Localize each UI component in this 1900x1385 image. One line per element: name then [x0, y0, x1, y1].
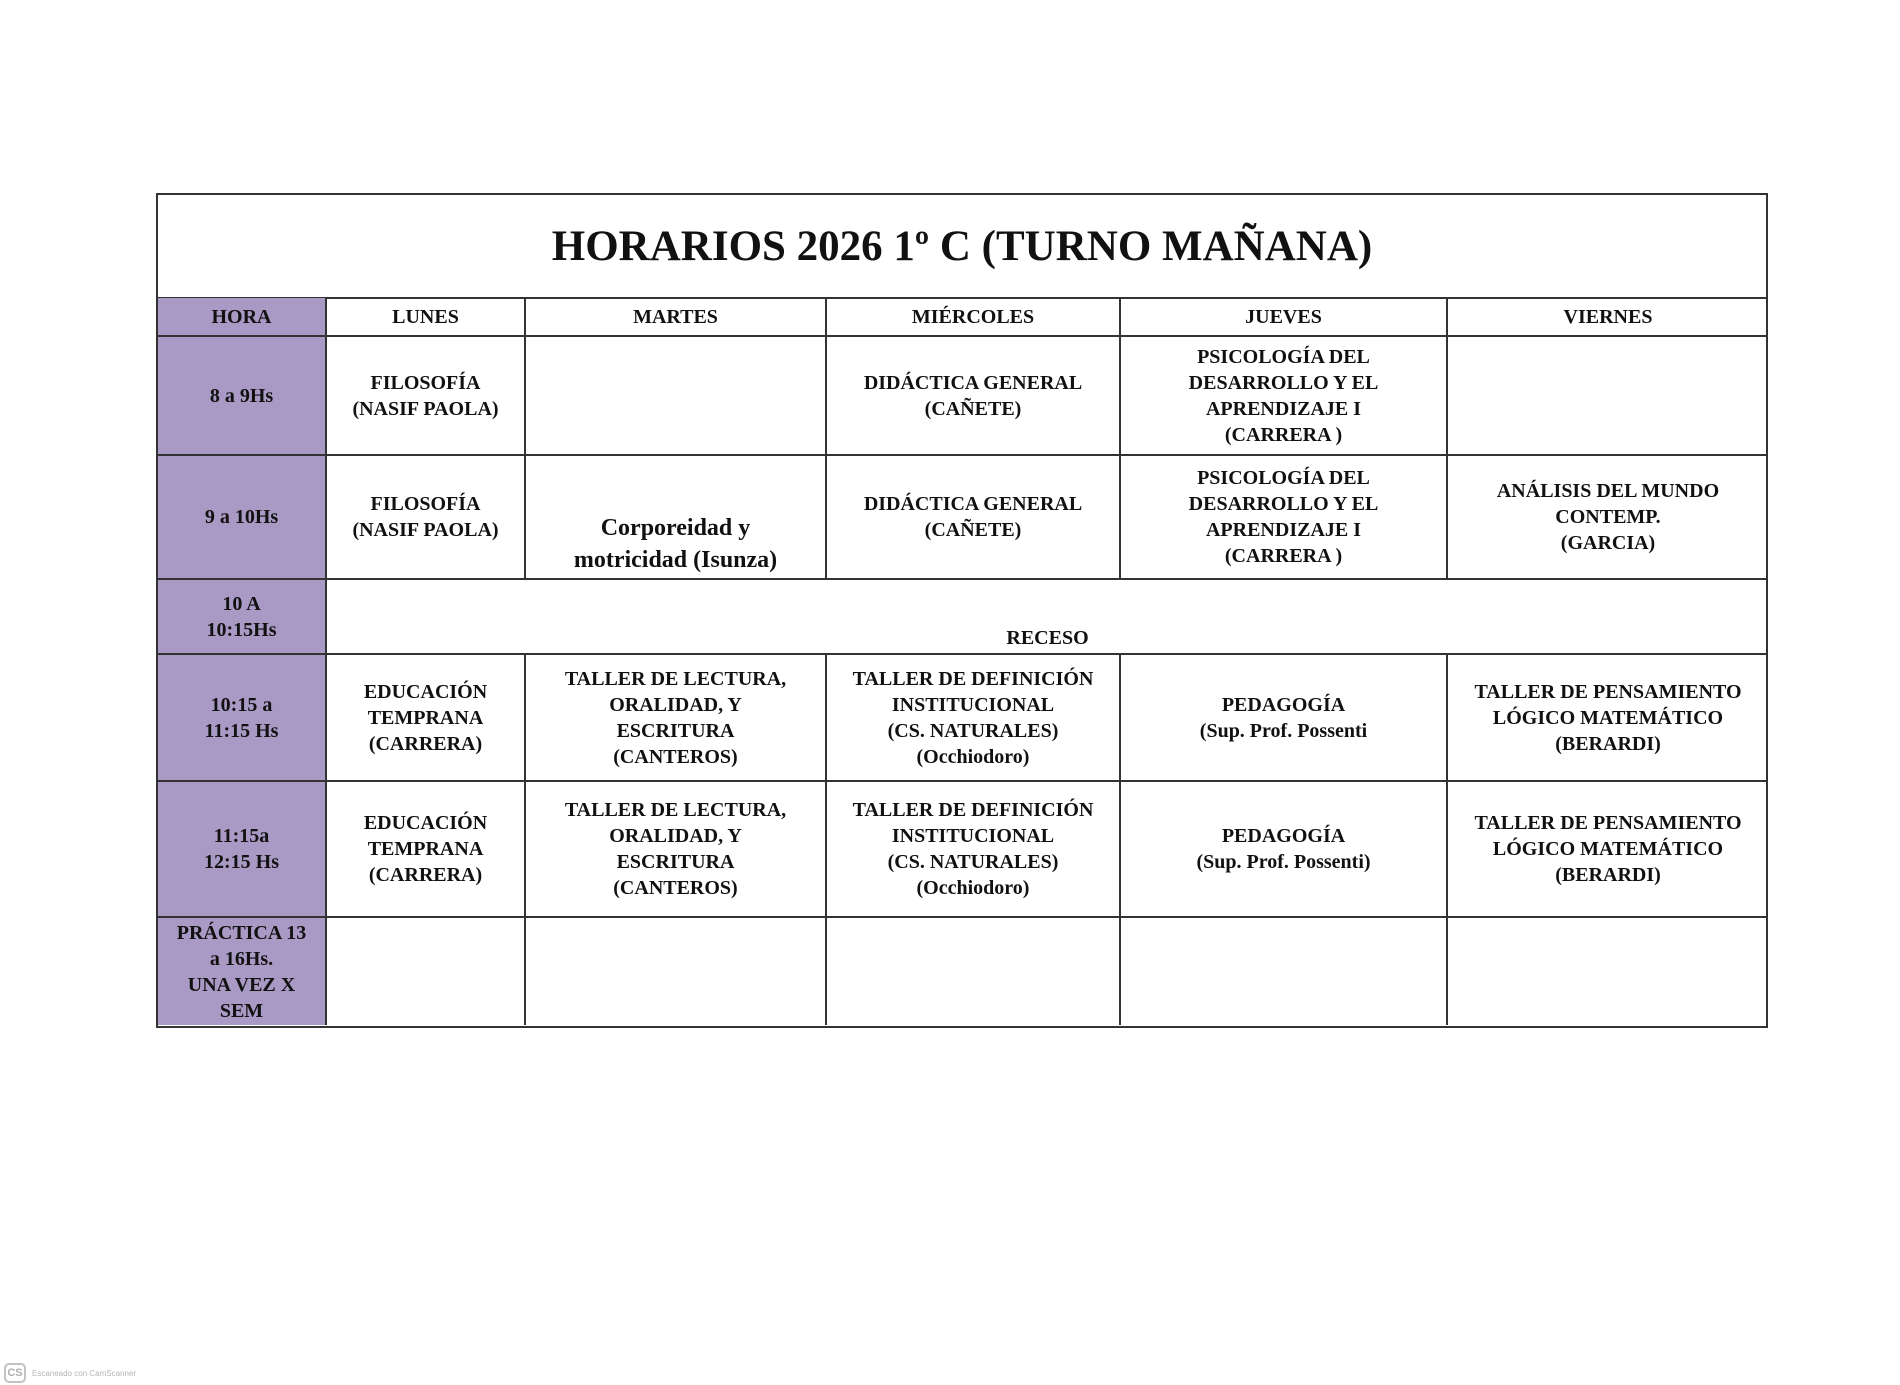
- schedule-title: HORARIOS 2026 1º C (TURNO MAÑANA): [158, 195, 1766, 299]
- schedule-cell: PSICOLOGÍA DEL DESARROLLO Y EL APRENDIZAJE I (CARRERA ): [1120, 455, 1447, 579]
- scanner-watermark-text: Escaneado con CamScanner: [32, 1368, 137, 1378]
- schedule-cell: DIDÁCTICA GENERAL (CAÑETE): [826, 455, 1120, 579]
- schedule-cell: PEDAGOGÍA (Sup. Prof. Possenti: [1120, 654, 1447, 781]
- schedule-cell: PSICOLOGÍA DEL DESARROLLO Y EL APRENDIZAJE I (CARRERA ): [1120, 336, 1447, 455]
- table-row: [158, 781, 1768, 917]
- schedule-cell: TALLER DE DEFINICIÓN INSTITUCIONAL (CS. NATURALES) (Occhiodoro): [826, 654, 1120, 781]
- header-hora: HORA: [158, 298, 326, 336]
- schedule-cell: PEDAGOGÍA (Sup. Prof. Possenti): [1120, 781, 1447, 917]
- schedule-cell: FILOSOFÍA (NASIF PAOLA): [326, 455, 525, 579]
- hora-cell: 10 A 10:15Hs: [158, 579, 326, 654]
- schedule-cell: [1447, 336, 1768, 455]
- receso-cell: RECESO: [326, 579, 1768, 654]
- header-day-miercoles: MIÉRCOLES: [826, 298, 1120, 336]
- table-row: [158, 917, 1768, 1025]
- schedule-cell: [1447, 917, 1768, 1025]
- schedule-cell: EDUCACIÓN TEMPRANA (CARRERA): [326, 781, 525, 917]
- header-day-viernes: VIERNES: [1447, 298, 1768, 336]
- schedule-cell: EDUCACIÓN TEMPRANA (CARRERA): [326, 654, 525, 781]
- camscanner-logo-icon: CS: [4, 1363, 26, 1383]
- schedule-cell: ANÁLISIS DEL MUNDO CONTEMP. (GARCIA): [1447, 455, 1768, 579]
- header-day-martes: MARTES: [525, 298, 826, 336]
- schedule-cell: DIDÁCTICA GENERAL (CAÑETE): [826, 336, 1120, 455]
- schedule-sheet: [156, 193, 1768, 1028]
- table-row: [158, 455, 1768, 579]
- table-row: [158, 654, 1768, 781]
- schedule-cell: TALLER DE PENSAMIENTO LÓGICO MATEMÁTICO (BERARDI): [1447, 654, 1768, 781]
- schedule-cell: TALLER DE PENSAMIENTO LÓGICO MATEMÁTICO (BERARDI): [1447, 781, 1768, 917]
- hora-cell: 11:15a 12:15 Hs: [158, 781, 326, 917]
- schedule-cell: TALLER DE LECTURA, ORALIDAD, Y ESCRITURA (CANTEROS): [525, 781, 826, 917]
- schedule-cell: [525, 336, 826, 455]
- schedule-cell: [1120, 917, 1447, 1025]
- receso-row: [158, 579, 1768, 654]
- hora-cell: 9 a 10Hs: [158, 455, 326, 579]
- schedule-cell: FILOSOFÍA (NASIF PAOLA): [326, 336, 525, 455]
- schedule-cell: TALLER DE DEFINICIÓN INSTITUCIONAL (CS. NATURALES) (Occhiodoro): [826, 781, 1120, 917]
- schedule-table: [158, 298, 1768, 1025]
- header-day-lunes: LUNES: [326, 298, 525, 336]
- schedule-cell: [826, 917, 1120, 1025]
- schedule-cell: [326, 917, 525, 1025]
- scanner-watermark: [4, 1361, 136, 1385]
- schedule-cell: Corporeidad y motricidad (Isunza): [525, 455, 826, 579]
- schedule-cell: TALLER DE LECTURA, ORALIDAD, Y ESCRITURA (CANTEROS): [525, 654, 826, 781]
- table-row: [158, 336, 1768, 455]
- hora-cell: PRÁCTICA 13 a 16Hs. UNA VEZ X SEM: [158, 917, 326, 1025]
- hora-cell: 8 a 9Hs: [158, 336, 326, 455]
- header-day-jueves: JUEVES: [1120, 298, 1447, 336]
- hora-cell: 10:15 a 11:15 Hs: [158, 654, 326, 781]
- schedule-cell: [525, 917, 826, 1025]
- header-row: [158, 298, 1768, 336]
